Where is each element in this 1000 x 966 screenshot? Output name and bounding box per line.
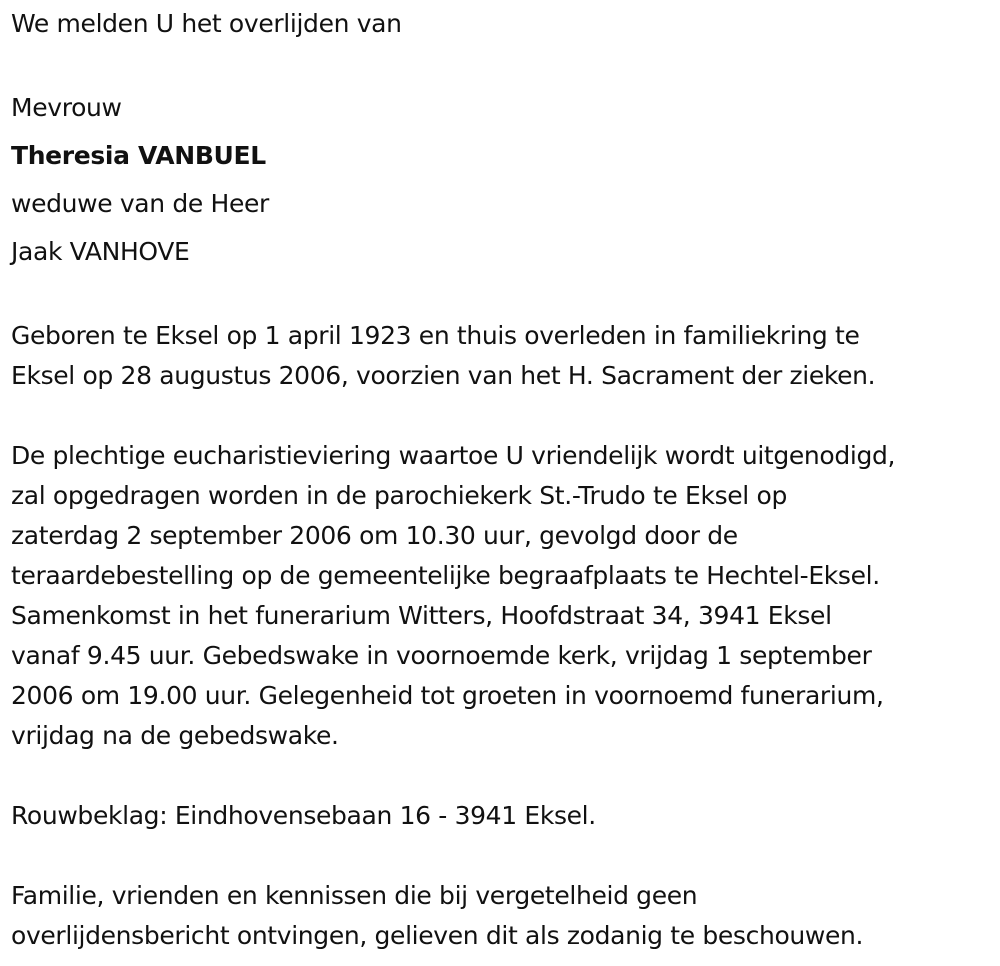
condolence-address: Rouwbeklag: Eindhovensebaan 16 - 3941 Eksel. [11,801,596,830]
spacer [11,836,996,876]
paragraph-line: Eksel op 28 augustus 2006, voorzien van het H. Sacrament der zieken. [11,361,876,390]
paragraph-line: teraardebestelling op de gemeentelijke begraafplaats te Hechtel-Eksel. [11,561,880,590]
spacer [11,756,996,796]
paragraph-line: vanaf 9.45 uur. Gebedswake in voornoemde kerk, vrijdag 1 september [11,641,872,670]
paragraph-line: Geboren te Eksel op 1 april 1923 en thuis overleden in familiekring te [11,321,860,350]
spacer [11,44,996,84]
paragraph-line: De plechtige eucharistieviering waartoe U vriendelijk wordt uitgenodigd, [11,441,896,470]
person-name: Theresia VANBUEL [11,141,266,170]
paragraph-line: Familie, vrienden en kennissen die bij vergetelheid geen [11,881,698,910]
ceremony-paragraph [11,436,996,756]
closing-paragraph [11,876,996,956]
obituary-document [11,4,996,956]
person-relation: weduwe van de Heer [11,189,269,218]
paragraph-line: 2006 om 19.00 uur. Gelegenheid tot groeten in voornoemd funerarium, [11,681,884,710]
paragraph-line: vrijdag na de gebedswake. [11,721,339,750]
spacer [11,276,996,316]
person-title: Mevrouw [11,93,122,122]
paragraph-line: zaterdag 2 september 2006 om 10.30 uur, gevolgd door de [11,521,738,550]
paragraph-line: overlijdensbericht ontvingen, gelieven dit als zodanig te beschouwen. [11,921,864,950]
paragraph-line: Samenkomst in het funerarium Witters, Hoofdstraat 34, 3941 Eksel [11,601,832,630]
person-block [11,84,996,276]
paragraph-line: zal opgedragen worden in de parochiekerk St.-Trudo te Eksel op [11,481,787,510]
intro-text: We melden U het overlijden van [11,9,402,38]
spacer [11,396,996,436]
spouse-name: Jaak VANHOVE [11,237,190,266]
birth-death-paragraph [11,316,996,396]
